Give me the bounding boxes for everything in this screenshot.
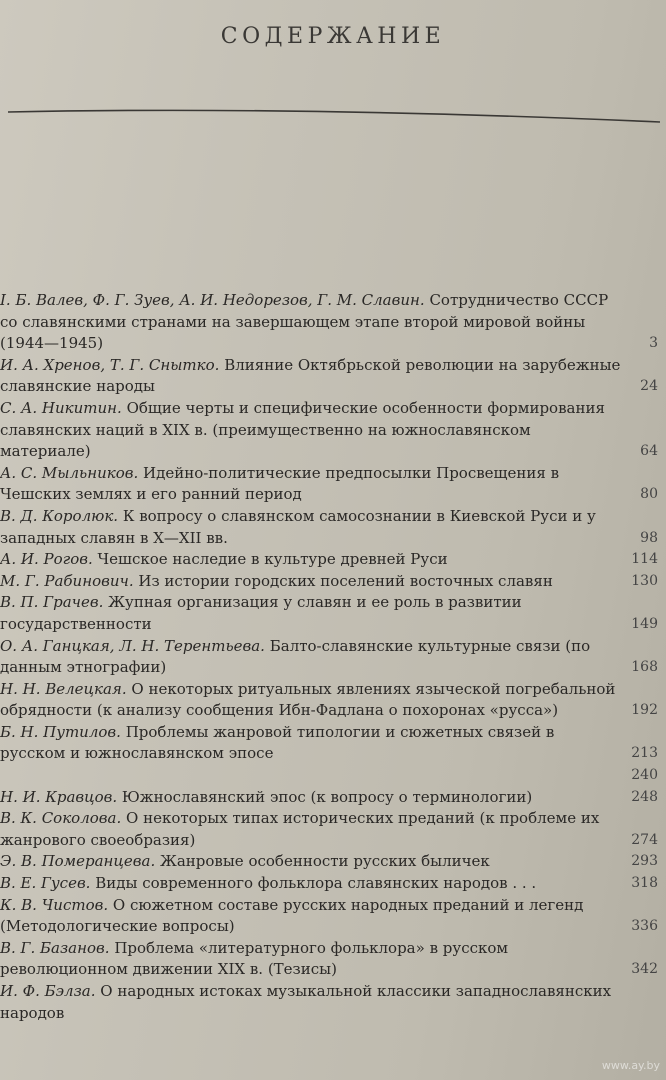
toc-entry-title: О народных истоках музыкальной классики западнославянских народов [0,982,612,1022]
toc-entry-title: Сотрудничество СССР со славянскими странами на завершающем этапе второй мировой войны (1944—1945) [0,291,609,353]
toc-entry-title: Проблема «литературного фольклора» в русском революционном движении XIX в. (Тезисы) [0,938,509,979]
toc-entry-title: О сюжетном составе русских народных преданий и легенд (Методологические вопросы) [0,895,584,936]
toc-entry [0,636,666,679]
toc-entry-page-number: 80 [640,486,658,503]
toc-entry-author: А. С. Мыльников. [0,463,139,482]
toc-entry-title: К вопросу о славянском самосознании в Киевской Руси и у западных славян в X—XII вв. [0,506,596,547]
toc-entry-title: О некоторых типах исторических преданий (к проблеме их жанрового своеобразия) [0,809,600,849]
toc-entry-text [0,291,608,352]
toc-entry-text [0,593,522,633]
toc-entry [0,463,666,506]
toc-entry-author: В. Д. Королюк. [0,506,119,525]
toc-entry-author: М. Г. Рабинович. [0,571,134,590]
toc-entry-text [0,939,508,979]
watermark: www.ay.by [601,1059,660,1072]
toc-entry [0,851,666,873]
toc-entry [0,765,666,787]
toc-entry-page-number: 3 [649,335,658,352]
toc-entry-author: В. К. Соколова. [0,809,122,828]
toc-entry [0,895,666,938]
toc-entry-text [0,356,620,396]
toc-entry-page-number: 192 [631,702,658,719]
toc-entry [0,571,666,593]
toc-entry-page-number: 64 [640,443,658,460]
toc-entry-page-number: 149 [631,615,658,632]
toc-entry-page-number: 342 [631,961,658,978]
table-of-contents [0,290,666,1024]
toc-entry-text [0,723,554,763]
title-rule [0,0,666,160]
toc-entry-title: Из истории городских поселений восточных славян [138,571,553,590]
toc-entry-text [0,680,615,720]
toc-entry-text [0,896,583,936]
toc-entry-text [0,399,605,460]
toc-entry-text [0,852,490,870]
page-title: СОДЕРЖАНИЕ [220,24,446,49]
toc-entry-author: А. И. Рогов. [0,550,93,569]
toc-entry-page-number: 274 [631,831,658,848]
toc-entry [0,787,666,809]
toc-entry-author: С. А. Никитин. [0,398,122,417]
toc-entry-title: Проблемы жанровой типологии и сюжетных связей в русском и южнославянском эпосе [0,722,555,763]
toc-entry-title: Влияние Октябрьской революции на зарубежные славянские народы [0,355,621,396]
toc-entry [0,398,666,463]
toc-entry-text [0,464,559,504]
toc-entry-text [0,507,596,547]
toc-entry-title: Южнославянский эпос (к вопросу о терминологии) [121,787,533,806]
toc-entry [0,722,666,765]
toc-entry-title: О некоторых ритуальных явлениях языческой погребальной обрядности (к анализу сообщения Ибн-Фадлана о похоронах «русса») [0,679,616,720]
toc-entry-author: В. П. Грачев. [0,593,104,612]
toc-entry-text [0,550,448,568]
toc-entry [0,679,666,722]
toc-entry [0,808,666,851]
toc-entry [0,355,666,398]
toc-entry-author: Б. Н. Путилов. [0,722,121,741]
toc-entry [0,592,666,635]
toc-entry-page-number: 24 [640,378,658,395]
toc-entry-title: Жанровые особенности русских быличек [160,852,490,871]
toc-entry-page-number: 98 [640,529,658,546]
toc-entry-author: Э. В. Померанцева. [0,852,156,871]
toc-entry-text [0,637,590,677]
toc-entry-page-number: 248 [631,788,658,805]
toc-entry-author: В. Е. Гусев. [0,874,91,893]
toc-entry [0,290,666,355]
toc-entry-page-number: 318 [631,875,658,892]
toc-entry-title: Общие черты и специфические особенности формирования славянских наций в XIX в. (преимущественно на южнославянском материале) [0,398,605,461]
toc-entry [0,873,666,895]
toc-entry [0,938,666,981]
toc-entry-text [0,809,599,849]
toc-entry-title: Балто-славянские культурные связи (по данным этнографии) [0,636,591,677]
toc-entry [0,506,666,549]
toc-entry-page-number: 213 [631,745,658,762]
toc-entry-page-number: 168 [631,659,658,676]
toc-entry-author: I. Б. Валев, Ф. Г. Зуев, А. И. Недорезов, Г. М. Славин. [0,291,425,309]
toc-entry-page-number: 130 [631,572,658,589]
toc-entry-author: О. А. Ганцкая, Л. Н. Терентьева. [0,636,265,655]
toc-entry-page-number: 114 [631,551,658,568]
toc-entry-title: Жупная организация у славян и ее роль в развитии государственности [0,593,522,633]
toc-entry-page-number: 293 [631,853,658,870]
toc-entry-author: И. Ф. Бэлза. [0,982,96,1000]
toc-entry-author: К. В. Чистов. [0,895,109,914]
toc-entry-title: Идейно-политические предпосылки Просвещения в Чешских землях и его ранний период [0,463,560,504]
toc-entry-author: В. Г. Базанов. [0,938,110,957]
toc-entry-text [0,572,553,590]
toc-entry [0,549,666,571]
toc-entry-title: Чешское наследие в культуре древней Руси [97,550,448,569]
toc-entry-text [0,874,536,892]
toc-entry-author: И. А. Хренов, Т. Г. Снытко. [0,355,220,374]
toc-entry-page-number: 240 [631,767,658,784]
toc-entry-text [0,982,611,1022]
toc-entry-author: Н. Н. Велецкая. [0,679,127,698]
toc-entry [0,981,666,1024]
toc-entry-author: Н. И. Кравцов. [0,787,118,806]
toc-entry-page-number: 336 [631,918,658,935]
toc-entry-text [0,788,532,806]
toc-entry-title: Виды современного фольклора славянских народов . . . [95,874,537,893]
